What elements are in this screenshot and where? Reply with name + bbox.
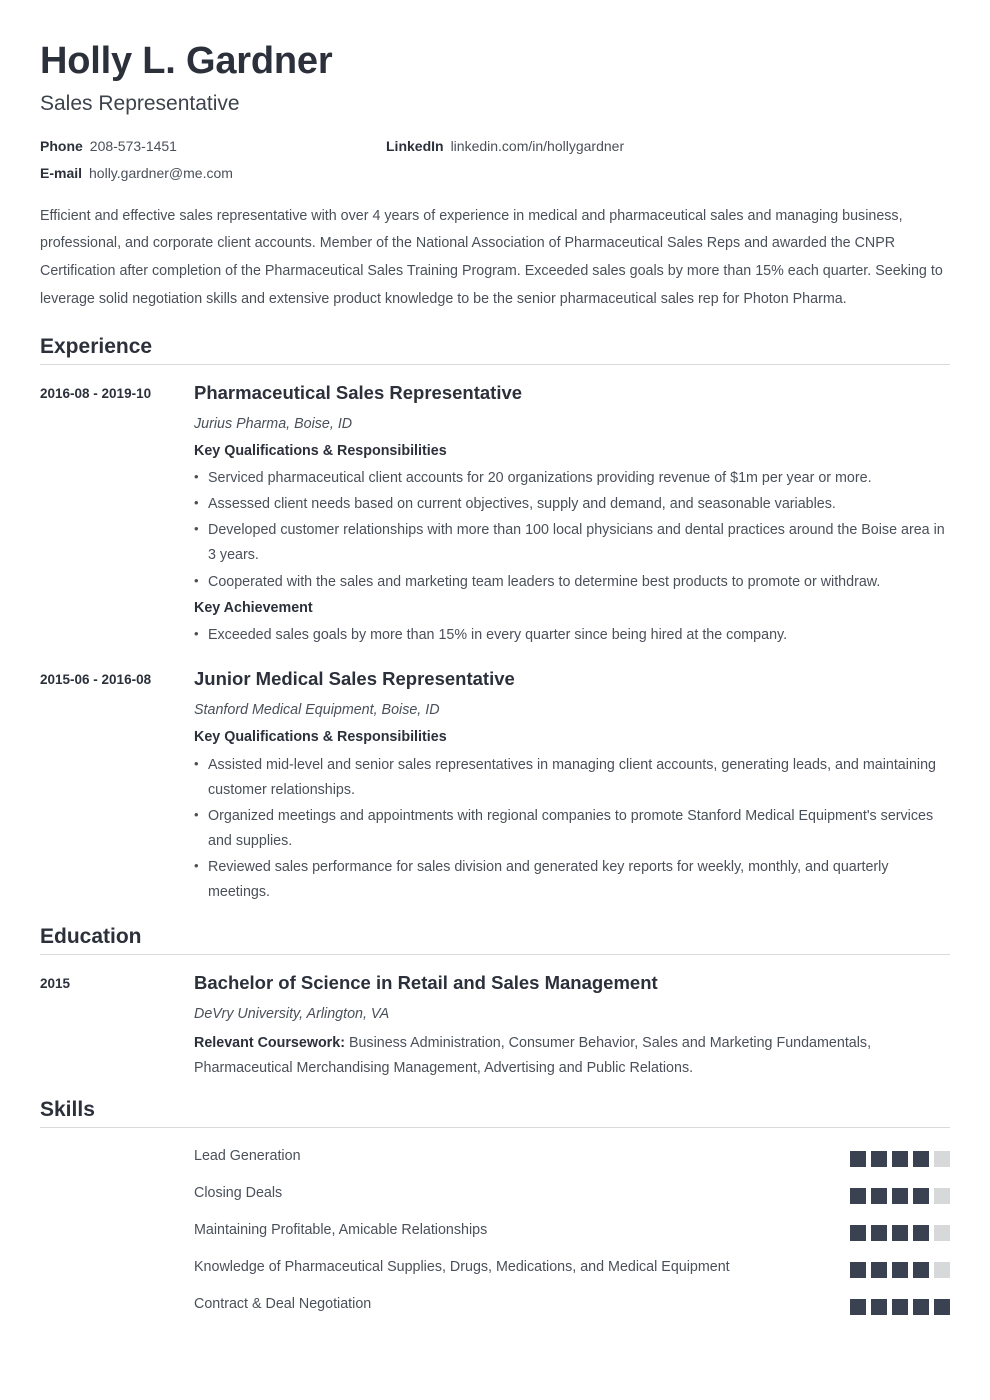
- section-experience: [40, 334, 950, 908]
- experience-entry: [40, 667, 950, 908]
- skill-label: Lead Generation: [194, 1148, 301, 1165]
- contact-details: [40, 138, 950, 181]
- rating-square-filled: [850, 1188, 866, 1204]
- experience-subheading: Key Qualifications & Responsibilities: [194, 729, 447, 746]
- contact-row: [40, 138, 950, 154]
- section-education: [40, 924, 950, 1081]
- skills-list: [40, 1144, 950, 1317]
- education-school: DeVry University, Arlington, VA: [194, 1005, 390, 1022]
- list-item: • Reviewed sales performance for sales division and generated key reports for weekly, monthly, and quarterly meetings.: [194, 855, 950, 905]
- skill-row: [40, 1144, 950, 1169]
- experience-date: 2015-06 - 2016-08: [40, 671, 152, 687]
- experience-date: 2016-08 - 2019-10: [40, 385, 152, 401]
- contact-email[interactable]: [40, 165, 386, 181]
- section-divider: [40, 364, 950, 365]
- contact-phone-label: Phone: [40, 137, 83, 154]
- experience-bullet-list: [194, 466, 950, 594]
- skill-label: Maintaining Profitable, Amicable Relationships: [194, 1222, 488, 1239]
- rating-square-filled: [850, 1299, 866, 1315]
- contact-linkedin-label: LinkedIn: [386, 137, 444, 154]
- education-entry: [40, 971, 950, 1081]
- skill-row: [40, 1255, 950, 1280]
- rating-square-empty: [934, 1188, 950, 1204]
- rating-square-empty: [934, 1151, 950, 1167]
- rating-square-filled: [892, 1262, 908, 1278]
- section-skills: [40, 1097, 950, 1317]
- candidate-job-title: Sales Representative: [40, 91, 240, 115]
- contact-linkedin[interactable]: [386, 138, 624, 154]
- skill-row: [40, 1218, 950, 1243]
- skill-row: [40, 1181, 950, 1206]
- resume-header: [40, 40, 950, 181]
- section-divider: [40, 1127, 950, 1128]
- education-date: 2015: [40, 975, 71, 991]
- experience-bullet-list: [194, 753, 950, 905]
- rating-square-filled: [892, 1299, 908, 1315]
- rating-square-filled: [871, 1225, 887, 1241]
- rating-square-filled: [871, 1188, 887, 1204]
- rating-square-filled: [871, 1151, 887, 1167]
- experience-subheading: Key Qualifications & Responsibilities: [194, 443, 447, 459]
- education-body: [194, 971, 950, 1081]
- rating-square-filled: [913, 1151, 929, 1167]
- education-coursework-label: Relevant Coursework:: [194, 1034, 345, 1051]
- skill-label: Knowledge of Pharmaceutical Supplies, Drugs, Medications, and Medical Equipment: [194, 1259, 730, 1276]
- experience-entry: [40, 381, 950, 651]
- list-item: • Assessed client needs based on current objectives, supply and demand, and seasonable variables.: [194, 492, 950, 517]
- experience-job-title: Junior Medical Sales Representative: [194, 667, 515, 689]
- section-divider: [40, 954, 950, 955]
- rating-square-filled: [892, 1151, 908, 1167]
- contact-row: [40, 165, 950, 181]
- skill-rating: [850, 1144, 950, 1167]
- rating-square-filled: [913, 1299, 929, 1315]
- skill-rating: [850, 1218, 950, 1241]
- professional-summary: Efficient and effective sales representative with over 4 years of experience in medical and pharmaceutical sales and managing business, professional, and corporate client accounts. Member of the National Association of Pharmaceutical Sales Reps and awarded the CNPR Certification after completion of the Pharmaceutical Sales Training Program. Exceeded sales goals by more than 15% each quarter. Seeking to leverage solid negotiation skills and extensive product knowledge to be the senior pharmaceutical sales rep for Photon Pharma.: [40, 207, 943, 307]
- experience-company: Jurius Pharma, Boise, ID: [194, 415, 353, 432]
- education-coursework-value: Business Administration, Consumer Behavior, Sales and Marketing Fundamentals, Pharmaceutical Merchandising Management, Advertising and Public Relations.: [194, 1034, 872, 1076]
- experience-body: [194, 667, 950, 908]
- skill-rating: [850, 1181, 950, 1204]
- rating-square-filled: [871, 1262, 887, 1278]
- list-item: • Developed customer relationships with more than 100 local physicians and dental practices around the Boise area in 3 years.: [194, 518, 950, 568]
- section-heading-experience: Experience: [40, 334, 153, 358]
- contact-linkedin-value[interactable]: linkedin.com/in/hollygardner: [450, 137, 625, 154]
- rating-square-filled: [913, 1225, 929, 1241]
- rating-square-empty: [934, 1225, 950, 1241]
- experience-achievement-subheading: Key Achievement: [194, 599, 313, 616]
- experience-job-title: Pharmaceutical Sales Representative: [194, 381, 523, 403]
- rating-square-filled: [850, 1151, 866, 1167]
- rating-square-filled: [913, 1262, 929, 1278]
- rating-square-filled: [892, 1188, 908, 1204]
- rating-square-filled: [892, 1225, 908, 1241]
- rating-square-filled: [850, 1225, 866, 1241]
- contact-email-value[interactable]: holly.gardner@me.com: [89, 164, 233, 181]
- skill-label: Contract & Deal Negotiation: [194, 1296, 372, 1313]
- skill-rating: [850, 1292, 950, 1315]
- list-item: • Cooperated with the sales and marketing team leaders to determine best products to promote or withdraw.: [194, 570, 950, 595]
- education-degree: Bachelor of Science in Retail and Sales Management: [194, 971, 658, 993]
- rating-square-filled: [934, 1299, 950, 1315]
- contact-phone-value: 208-573-1451: [89, 137, 177, 154]
- section-heading-skills: Skills: [40, 1098, 95, 1121]
- skill-row: [40, 1292, 950, 1317]
- skill-rating: [850, 1255, 950, 1278]
- list-item: • Serviced pharmaceutical client accounts for 20 organizations providing revenue of $1m per year or more.: [194, 466, 950, 491]
- experience-body: [194, 381, 950, 651]
- education-coursework: [194, 1031, 950, 1081]
- rating-square-filled: [913, 1188, 929, 1204]
- experience-company: Stanford Medical Equipment, Boise, ID: [194, 702, 440, 719]
- candidate-name: Holly L. Gardner: [40, 40, 333, 82]
- experience-achievement-list: [194, 623, 950, 648]
- rating-square-filled: [871, 1299, 887, 1315]
- contact-phone: [40, 138, 386, 154]
- section-heading-education: Education: [40, 924, 142, 948]
- list-item: • Organized meetings and appointments with regional companies to promote Stanford Medical Equipment's services and supplies.: [194, 804, 950, 854]
- rating-square-empty: [934, 1262, 950, 1278]
- list-item: • Assisted mid-level and senior sales representatives in managing client accounts, generating leads, and maintaining customer relationships.: [194, 753, 950, 803]
- contact-email-label: E-mail: [40, 164, 83, 181]
- rating-square-filled: [850, 1262, 866, 1278]
- skill-label: Closing Deals: [194, 1185, 283, 1202]
- list-item: • Exceeded sales goals by more than 15% in every quarter since being hired at the company.: [194, 623, 950, 648]
